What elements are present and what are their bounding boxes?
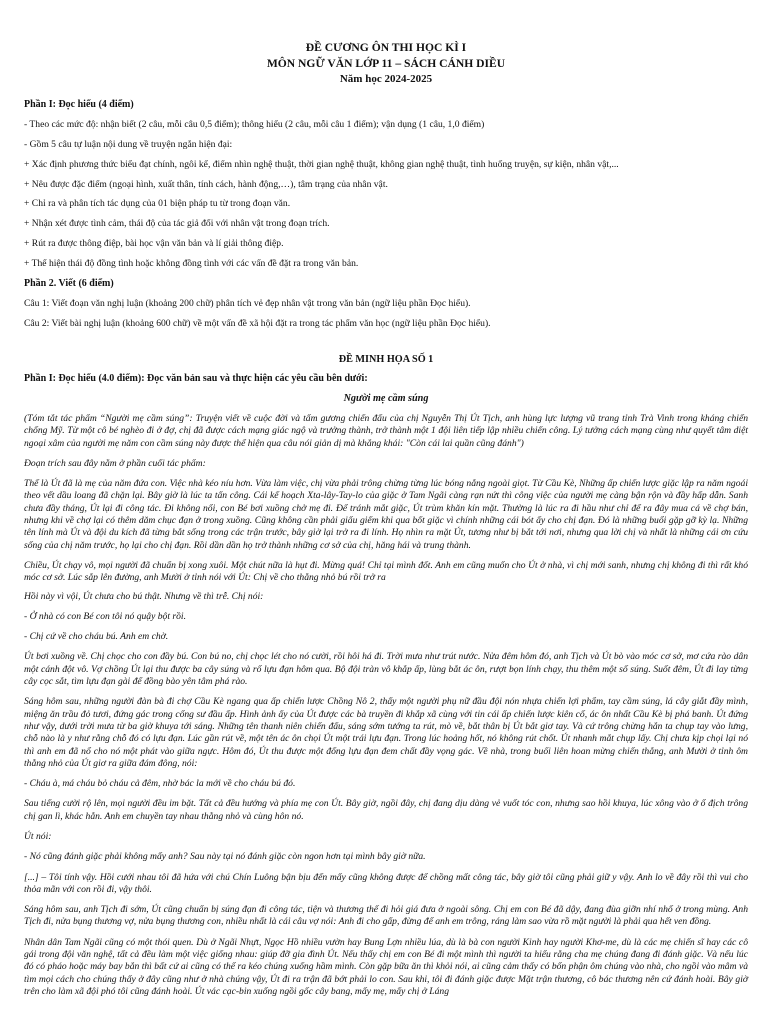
- excerpt-intro: Đoạn trích sau đây nằm ở phần cuối tác phẩm:: [24, 457, 206, 469]
- part1-item-5: + Nhận xét được tình cảm, thái độ của tác giả đối với nhân vật trong đoạn trích.: [24, 218, 330, 230]
- part1-item-0: - Theo các mức độ: nhận biết (2 câu, mỗi câu 0,5 điểm); thông hiểu (2 câu, mỗi câu 1 điểm); vận dụng (1 câu, 1,0 điểm): [24, 118, 485, 130]
- doc-title-1: ĐỀ CƯƠNG ÔN THI HỌC KÌ I: [305, 41, 467, 54]
- exam-heading: ĐỀ MINH HỌA SỐ 1: [338, 354, 434, 366]
- story-paragraph: - Cháu à, má cháu bỏ cháu cả đêm, nhờ bác la mới về cho cháu bú đó.: [24, 778, 296, 790]
- story-summary: (Tóm tắt tác phẩm “Người mẹ cầm súng”: Truyện viết về cuộc đời và tấm gương chiến đấu của chị Nguyễn Thị Út Tịch, anh hùng lực lượng vũ trang tỉnh Trà Vinh trong kháng chiến chống Mỹ. Từ một cô bé nghèo đi ở đợ, chị đã được cách mạng giác ngộ và trưởng thành, trở thành một 1 đội liên tiếp lập nhiều chiến công. Lý tưởng cách mạng cùng như quyết tâm diệt ngoại xâm của người mẹ năm con cầm súng này được thể hiện qua câu nói giản dị mà khẳng khái: "Còn cái lai quần cũng đánh"): [24, 412, 748, 449]
- part2-item-0: Câu 1: Viết đoạn văn nghị luận (khoảng 200 chữ) phân tích vẻ đẹp nhân vật trong văn bản (ngữ liệu phần Đọc hiểu).: [24, 297, 471, 309]
- story-paragraph: Nhân dân Tam Ngãi cũng có một thói quen. Dù ở Ngãi Nhựt, Ngọc Hồ nhiều vườn hay Bung Lợn nhiều lúa, dù là bà con người Kinh hay người Khơ-me, dù là các mẹ chiến sĩ hay các cô gái trong đội văn nghệ, tất cả đều làm một việc giống nhau: giúp đỡ gia đình Út. Nếu thấy chị em con Bé đi một mình thì người ta hiểu rằng cha mẹ chúng đang đi đánh giặc. Và nếu lúc đó có pháo hoặc máy bay bắn thì bất cứ ai cũng có thể ra kéo chúng xuống hầm mình. Còn gặp bữa ăn thì khỏi nói, ai cũng cảm thấy có bổn phận ôm chúng vào nhà, cho ngồi vào mâm và tìm mọi cách cho chúng thấy ở đây cũng như ở nhà chúng vậy, Út đi ra trận đã bớt phải lo con. Sau khi, tôi đi đánh giặc được Mặt trận thương, cô bác thương nên cứ đánh hoài. Bây giờ trên cho làm xã đội phó tôi cũng đánh hoài. Út vác cạc-bin xuống ngồi gốc cây bang, mấy mẹ, mấy chị ở Láng: [24, 936, 748, 997]
- story-paragraph: Sau tiếng cười rộ lên, mọi người đều im bặt. Tất cả đều hướng và phía mẹ con Út. Bây giờ, ngồi đây, chị đang dịu dàng vẻ vuốt tóc con, nhưng sao hồi khuya, lúc xông vào ở ổ địch trông chị gan lì, khác hẳn. Anh em chuyền tay nhau thằng nhỏ và cùng hôn nó.: [24, 798, 748, 822]
- story-paragraph: Sáng hôm sau, anh Tịch đi sớm, Út cũng chuẩn bị súng đạn đi công tác, tiện và thương thế đi hỏi giá đưa ở ngoài sông. Chị em con Bé đã dậy, đang đùa giỡn nhí nhố ở trong mùng. Anh Tịch đi, nửa bụng thương vợ, nửa bụng thương con, nhiều nhất là cái câu vợ nói: Anh đi cho gấp, đừng để anh em trông, ráng làm sao vừa rồ mặt người là phải qua hết ven đồng.: [24, 904, 748, 928]
- exam-part1-heading: Phần I: Đọc hiểu (4.0 điểm): Đọc văn bản sau và thực hiện các yêu cầu bên dưới:: [24, 373, 368, 385]
- doc-title-2: MÔN NGỮ VĂN LỚP 11 – SÁCH CÁNH DIỀU: [266, 57, 506, 70]
- part1-item-1: - Gồm 5 câu tự luận nội dung về truyện ngắn hiện đại:: [24, 138, 233, 150]
- part1-item-7: + Thể hiện thái độ đồng tình hoặc không đồng tình với các vấn đề đặt ra trong văn bản.: [24, 258, 359, 270]
- story-title: Người mẹ cầm súng: [343, 392, 429, 404]
- story-paragraph: Chiều, Út chạy vô, mọi người đã chuẩn bị xong xuôi. Một chút nữa là hụt đi. Mừng quá! Chỉ tại mình đốt. Anh em cũng muốn cho Út ở nhà, vì chị mới sanh, nhưng chị không đi thì rất khó móc cơ sở. Lúc sắp lên đường, anh Mười ở tỉnh nói với Út: Chị về cho thằng nhỏ bú rồi trở ra: [24, 559, 748, 584]
- document-page: [24, 40, 748, 998]
- story-paragraph: - Ở nhà có con Bé con tôi nó quậy bột rồi.: [24, 610, 186, 622]
- part2-heading: Phần 2. Viết (6 điểm): [24, 278, 114, 290]
- part1-item-6: + Rút ra được thông điệp, bài học vận văn bản và lí giải thông điệp.: [24, 238, 284, 250]
- story-paragraph: Út bơi xuồng về. Chị chọc cho con đầy bú. Con bú no, chị chọc lét cho nó cười, rồi hôi há đi. Trời mưa như trút nước. Nửa đêm hôm đó, anh Tịch và Út bò vào móc cơ sở, mơ cứa rào dân một cánh đột vô. Vợ chồng Út lại thu được ba cây súng và rổ lựu đạn hôm qua. Bộ đội tràn vô khắp ấp, lùng bắt ác ôn, rượt bọn lính chạy, thu thêm một số súng. Suốt đêm, Út đi lay từng cây cọc sắt, tìm lựu đạn gài để đồng bào yên tâm phá rào.: [24, 651, 748, 688]
- story-paragraph: - Nó cũng đánh giặc phải không mấy anh? Sau này tại nó đánh giặc còn ngon hơn tại mình bây giờ nữa.: [24, 851, 426, 863]
- story-paragraph: [...] – Tôi tính vậy. Hồi cưới nhau tôi đã hứa với chú Chín Luông bận bịu đến mấy cũng không được để chồng mất công tác, bây giờ tôi cũng phải giữ y vậy. Anh lo về đây rồi thì vui cho thỏa mãn với con rồi đi, vậy thôi.: [24, 871, 748, 895]
- part1-item-4: + Chỉ ra và phân tích tác dụng của 01 biện pháp tu từ trong đoạn văn.: [24, 198, 291, 210]
- part1-item-3: + Nêu được đặc điểm (ngoại hình, xuất thân, tính cách, hành động,…), tâm trạng của nhân vật.: [24, 178, 388, 190]
- school-year: Năm học 2024-2025: [339, 73, 433, 85]
- story-paragraph: Thế là Út đã là mẹ của năm đứa con. Việc nhà kéo níu hơn. Vừa làm việc, chị vừa phải trông chừng từng lúc bóng nắng ngoài giọt. Từ Cầu Kè, Những ấp chiến lược giặc lập ra năm ngoái theo vết dầu loang đã chặn lại. Bây giờ là lúc ta tấn công. Cái kế hoạch Xta-lây-Tay-lo của giặc ở Tam Ngãi càng rạn nứt thì công việc của người mẹ càng bận rộn và đầy hấp dẫn. Sanh chưa đầy tháng, Út lại đi công tác. Đi không nổi, con Bé bơi xuồng chở mẹ đi. Để tránh mắt giặc, Út trùm khăn kín mặt. Thường là lúc ra đi hầu như chỉ để ra đây mua cá về chợ bán, nhưng khi về chợ lại có thêm dăm chục đạn ở trong xuồng. Cũng không cần phải giấu giếm khi qua bốt giặc vì chính những cái bót ấy cho chị đạn. Đó là những buổi gặp gỡ kỳ lạ. Những tên lính mà Út và đội du kích đã từng bắt sống trong các trận trước, bây giờ lại trở ra đi lính. Họ nhìn ra mặt Út, tương như bị bắt tới nơi, nhưng qua lời chị và nhất là những cái ơn cứu sống của chị năm trước, họ lại cho chị đạn. Rồi dần dần họ trở thành những cơ sở của chị, hăng hái và trung thành.: [24, 478, 748, 551]
- part2-item-1: Câu 2: Viết bài nghị luận (khoảng 600 chữ) về một vấn đề xã hội đặt ra trong tác phẩm văn học (ngữ liệu phần Đọc hiểu).: [24, 317, 491, 329]
- story-paragraph: - Chị cứ về cho cháu bú. Anh em chờ.: [24, 631, 169, 643]
- story-paragraph: Hồi này vì vội, Út chưa cho bú thật. Nhưng về thì trễ. Chị nói:: [24, 590, 264, 602]
- story-paragraph: Út nói:: [24, 831, 52, 842]
- part1-item-2: + Xác định phương thức biểu đạt chính, ngôi kể, điểm nhìn nghệ thuật, thời gian nghệ thuật, không gian nghệ thuật, tình huống truyện, sự kiện, nhân vật,...: [24, 158, 619, 170]
- story-paragraph: Sáng hôm sau, những người đàn bà đi chợ Cầu Kè ngang qua ấp chiến lược Chồng Nô 2, thấy một người phụ nữ đầu đội nón nhựa chiến lợi phẩm, tay cầm súng, lá cây giắt đầy mình, miệng ăn trầu đỏ tươi, đứng gác trong cổng sư đầu ấp. Hình ảnh ấy của Út được các bà truyền đi khắp xã cùng với tin cái ấp chiến lược kiên cố, ác ôn nhất Cầu Kè bị phá banh. Út đứng như vậy, dưới trời mưa từ ba giờ khuya tới sáng. Những tên thanh niên chiến đấu, sáng sớm tướng ta rút, mò về, bắt thân bị Út bắt giơ tay. Và cứ trông chừng hắn ta chụp tay vào lưng, chỗ nào là y như rằng chỗ đó có lựu đạn. Lúc gần rút về, một tên ác ôn chọi Út một trái lựu đạn. Trong lúc hoảng hốt, nó không rút chốt. Út nhanh mắt chụp lấy. Chị chưa kịp chọi lại nó thì anh em đã nổ cho nó một phát vào giữa ngực. Hôm đó, Út thu được một đống lựu đạn đem chất đầy vọng gác. Về nhà, trong buổi liên hoan mừng chiến thắng, anh Mười ở tỉnh ôm thằng nhỏ của Út giơ ra giữa đám đông, nói:: [24, 696, 748, 769]
- part1-heading: Phần I: Đọc hiểu (4 điểm): [24, 99, 134, 110]
